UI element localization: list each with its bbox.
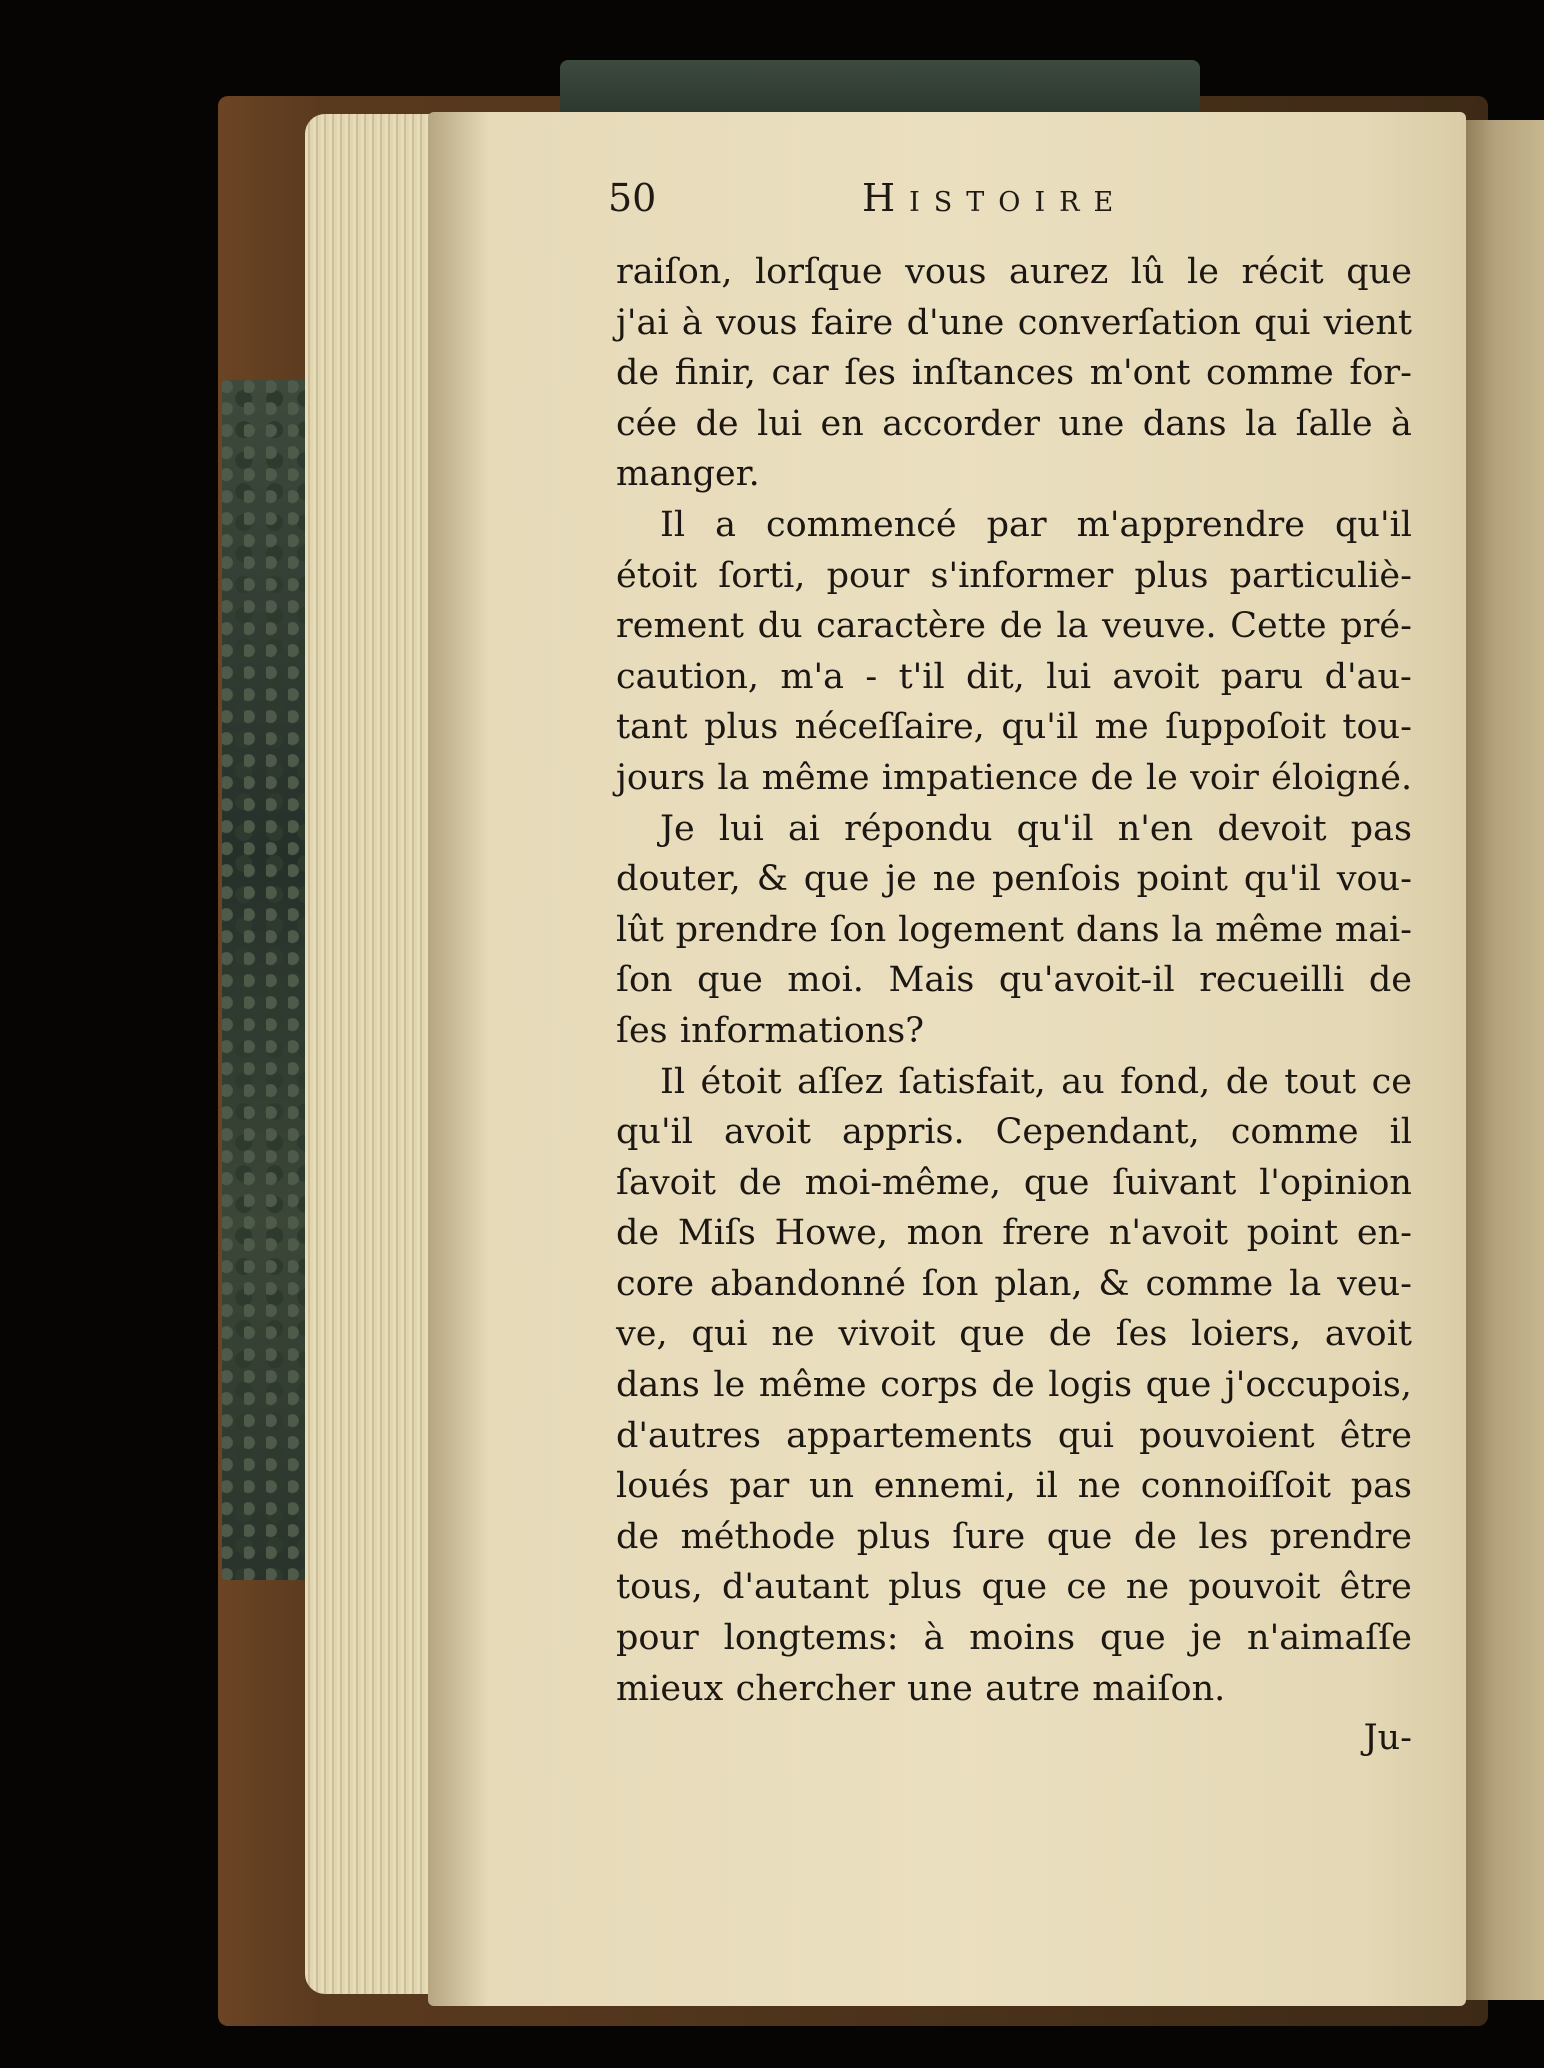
text-line: j'ai à vous faire d'une converſation qui vient bbox=[616, 302, 1412, 343]
text-line: Il étoit aſſez ſatisfait, au fond, de tout ce bbox=[660, 1061, 1412, 1102]
text-line: Je lui ai répondu qu'il n'en devoit pas bbox=[660, 808, 1412, 849]
text-line: jours la même impatience de le voir éloigné. bbox=[616, 757, 1413, 798]
text-line: loués par un ennemi, il ne connoiſſoit pas bbox=[616, 1466, 1412, 1507]
text-line: ſavoit de moi-même, que ſuivant l'opinion bbox=[616, 1162, 1412, 1203]
text-line: caution, m'a - t'il dit, lui avoit paru d'au- bbox=[616, 656, 1412, 697]
facing-page-edge bbox=[1462, 120, 1544, 2000]
running-title: Histoire bbox=[862, 176, 1128, 220]
book-spine-top bbox=[560, 60, 1200, 120]
text-line: rement du caractère de la veuve. Cette pré- bbox=[616, 606, 1412, 647]
catchword: Ju- bbox=[1363, 1718, 1412, 1758]
text-line: pour longtems: à moins que je n'aimaſſe bbox=[616, 1618, 1412, 1659]
text-line: étoit ſorti, pour s'informer plus particuliè- bbox=[616, 555, 1412, 596]
text-line: d'autres appartements qui pouvoient être bbox=[616, 1415, 1412, 1456]
text-line: de Miſs Howe, mon frere n'avoit point en- bbox=[616, 1213, 1412, 1254]
text-line: mieux chercher une autre maiſon. bbox=[616, 1668, 1226, 1709]
text-line: dans le même corps de logis que j'occupois, bbox=[616, 1365, 1412, 1406]
text-line: qu'il avoit appris. Cependant, comme il bbox=[616, 1112, 1412, 1153]
text-line: core abandonné ſon plan, & comme la veu- bbox=[616, 1263, 1412, 1304]
text-line: raiſon, lorſque vous aurez lû le récit que bbox=[616, 252, 1412, 292]
text-line: ſon que moi. Mais qu'avoit-il recueilli de bbox=[616, 960, 1412, 1001]
page-header bbox=[608, 176, 1408, 226]
text-line: tant plus néceſſaire, qu'il me ſuppoſoit tou- bbox=[616, 707, 1412, 748]
text-line: lût prendre ſon logement dans la même mai- bbox=[616, 909, 1412, 950]
text-line: cée de lui en accorder une dans la ſalle à bbox=[616, 403, 1412, 444]
page-number: 50 bbox=[608, 176, 657, 220]
text-line: douter, & que je ne penſois point qu'il vou- bbox=[616, 859, 1412, 900]
text-line: de méthode plus ſure que de les prendre bbox=[616, 1516, 1412, 1557]
page-block-edges bbox=[305, 114, 435, 1994]
text-line: ſes informations? bbox=[616, 1010, 925, 1051]
gutter-shadow bbox=[428, 112, 488, 2006]
marbled-board bbox=[222, 380, 317, 1580]
text-block bbox=[616, 247, 1412, 1714]
text-line: manger. bbox=[616, 454, 760, 495]
text-line: de finir, car ſes inſtances m'ont comme for- bbox=[616, 353, 1412, 394]
text-line: tous, d'autant plus que ce ne pouvoit être bbox=[616, 1567, 1412, 1608]
text-line: Il a commencé par m'apprendre qu'il bbox=[660, 504, 1412, 545]
text-line: ve, qui ne vivoit que de ſes loiers, avoit bbox=[616, 1314, 1412, 1355]
